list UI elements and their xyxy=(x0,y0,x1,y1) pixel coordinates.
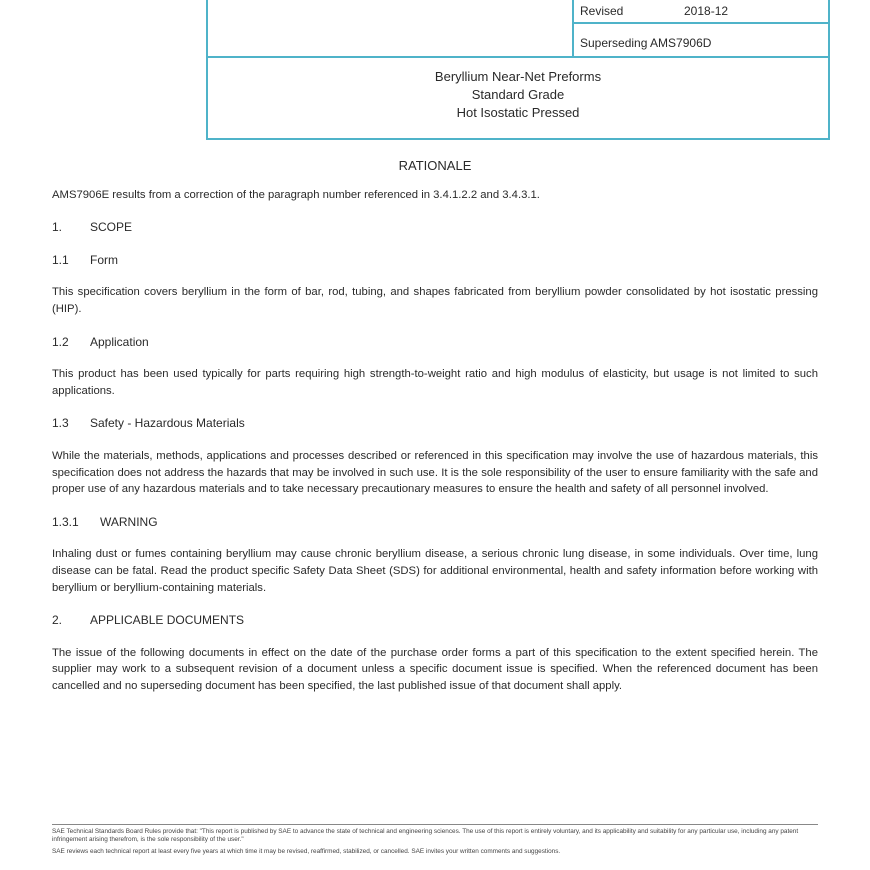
section-2-heading xyxy=(52,612,818,629)
section-number: 1. xyxy=(52,220,63,235)
section-title: APPLICABLE DOCUMENTS xyxy=(90,613,245,628)
footer-line-2: SAE reviews each technical report at least every five years at which time it may be revised, reaffirmed, stabilized, or cancelled. SAE invites your written comments and suggestions. xyxy=(52,848,561,855)
revised-date: 2018-12 xyxy=(684,4,729,18)
section-title: Safety - Hazardous Materials xyxy=(90,416,245,431)
section-title: Form xyxy=(90,252,118,267)
title-line-3: Hot Isostatic Pressed xyxy=(456,105,580,120)
revised-label: Revised xyxy=(580,4,624,18)
section-1-3-1-text: Inhaling dust or fumes containing beryllium may cause chronic beryllium disease, a serious chronic lung disease, in some individuals. Over time, lung disease can be fatal. Read the product specific Safety Data Sheet (SDS) for additional environmental, health and safety information before working with beryllium or beryllium-containing materials. xyxy=(52,548,818,594)
title-line-1: Beryllium Near-Net Preforms xyxy=(434,69,602,84)
document-body xyxy=(52,158,818,694)
section-1-3-text: While the materials, methods, applications and processes described or referenced in this specification may involve the use of hazardous materials, this specification does not address the hazards that may be involved in such use. It is the sole responsibility of the user to ensure familiarity with the safe and proper use of any hazardous materials and to take necessary precautionary measures to ensure the health and safety of all personnel involved. xyxy=(52,449,818,496)
footer-divider xyxy=(52,824,818,825)
header-divider-vertical xyxy=(572,0,574,56)
section-title: Application xyxy=(90,334,149,349)
section-number: 1.3.1 xyxy=(52,514,79,529)
section-number: 1.1 xyxy=(52,252,69,267)
section-number: 1.3 xyxy=(52,416,69,431)
header-top-row xyxy=(208,0,828,58)
superseding-note: Superseding AMS7906D xyxy=(580,36,712,50)
rationale-text: AMS7906E results from a correction of the paragraph number referenced in 3.4.1.2.2 and 3.4.3.1. xyxy=(52,188,540,201)
title-line-2: Standard Grade xyxy=(471,87,565,102)
document-title xyxy=(208,68,828,122)
section-1-heading xyxy=(52,219,818,236)
section-2-text: The issue of the following documents in effect on the date of the purchase order forms a part of this specification to the extent specified herein. The supplier may work to a subsequent revision of a document unless a specific document issue is specified. When the referenced document has been cancelled and no superseding document has been specified, the last published issue of that document shall apply. xyxy=(52,646,818,692)
section-1-2-text: This product has been used typically for parts requiring high strength-to-weight ratio and high modulus of elasticity, but usage is not limited to such applications. xyxy=(52,368,818,397)
section-title: SCOPE xyxy=(90,220,133,235)
section-number: 2. xyxy=(52,613,63,628)
footer-line-1: SAE Technical Standards Board Rules provide that: "This report is published by SAE to advance the state of technical and engineering sciences. The use of this report is entirely voluntary, and its applicability and suitability for any particular use, including any patent infringement arising therefrom, is the sole responsibility of the user." xyxy=(52,828,799,843)
header-divider-horizontal xyxy=(574,22,830,24)
section-1-1-heading xyxy=(52,252,818,269)
section-1-3-1-heading xyxy=(52,514,818,531)
section-title: WARNING xyxy=(100,514,158,529)
document-header-box xyxy=(206,0,830,140)
section-number: 1.2 xyxy=(52,334,69,349)
footer-notice xyxy=(52,828,818,860)
section-1-2-heading xyxy=(52,334,818,351)
section-1-3-heading xyxy=(52,415,818,432)
rationale-heading: RATIONALE xyxy=(398,158,472,173)
section-1-1-text: This specification covers beryllium in the form of bar, rod, tubing, and shapes fabricated from beryllium powder consolidated by hot isostatic pressing (HIP). xyxy=(52,286,818,315)
